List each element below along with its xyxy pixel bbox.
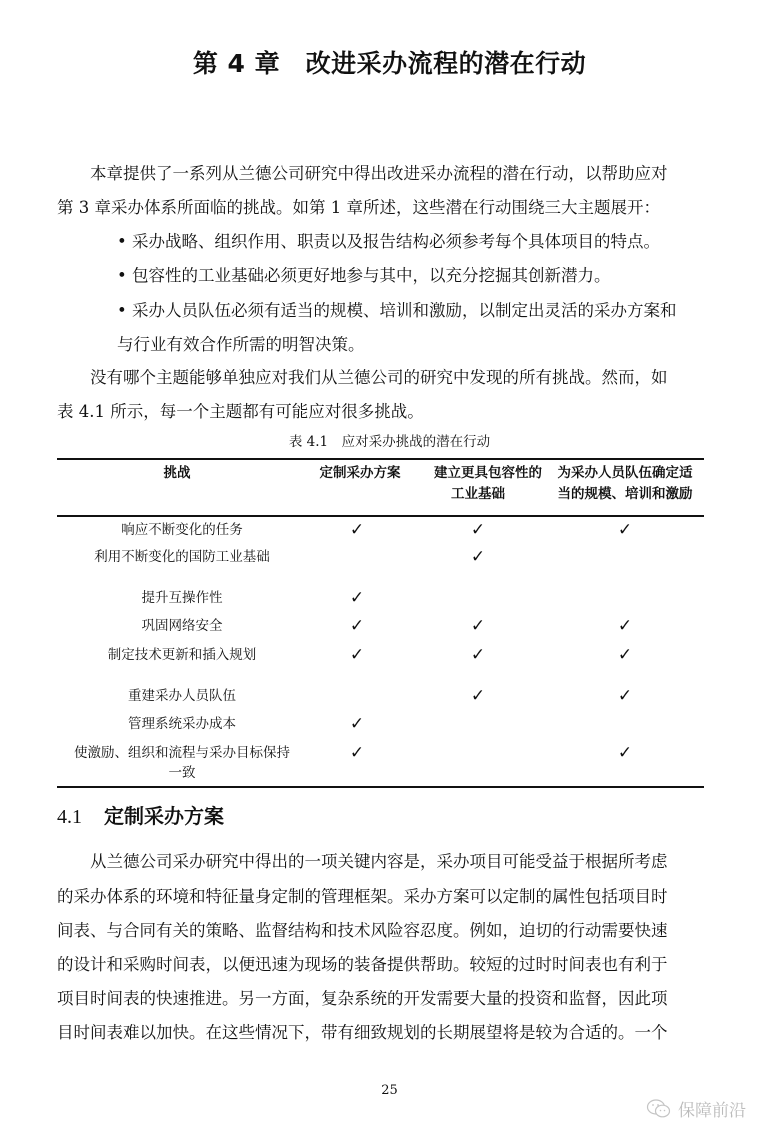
table-row-challenge: 制定技术更新和插入规划: [107, 647, 257, 663]
header-industrial-base-l1: 建立更具包容性的: [434, 465, 542, 481]
check-mark-icon: ✓: [617, 645, 633, 665]
section-line-6: 目时间表难以加快。在这些情况下，带有细致规划的长期展望将是较为合适的。一个: [57, 1023, 668, 1042]
header-tailor: 定制采办方案: [319, 465, 401, 481]
table-row-challenge: 巩固网络安全: [141, 618, 223, 634]
page-number: 25: [381, 1083, 398, 1098]
check-mark-icon: ✓: [349, 645, 365, 665]
table-row-challenge: 管理系统采办成本: [128, 716, 236, 732]
para2-line-1: 没有哪个主题能够单独应对我们从兰德公司的研究中发现的所有挑战。然而，如: [90, 368, 668, 387]
table-row-challenge: 响应不断变化的任务: [121, 522, 243, 538]
wechat-icon: [646, 1098, 672, 1120]
bullet-2: • 包容性的工业基础必须更好地参与其中，以充分挖掘其创新潜力。: [117, 266, 611, 285]
check-mark-icon: ✓: [617, 743, 633, 763]
table-header-rule: [57, 515, 704, 517]
check-mark-icon: ✓: [470, 616, 486, 636]
check-mark-icon: ✓: [470, 520, 486, 540]
check-mark-icon: ✓: [470, 686, 486, 706]
check-mark-icon: ✓: [349, 588, 365, 608]
intro-line-1: 本章提供了一系列从兰德公司研究中得出改进采办流程的潜在行动，以帮助应对: [90, 164, 668, 183]
bullet-3-cont: 与行业有效合作所需的明智决策。: [117, 335, 365, 354]
check-mark-icon: ✓: [349, 714, 365, 734]
check-mark-icon: ✓: [470, 645, 486, 665]
section-line-4: 的设计和采购时间表，以便迅速为现场的装备提供帮助。较短的过时时间表也有利于: [57, 955, 668, 974]
para2-line-2: 表 4.1 所示，每一个主题都有可能应对很多挑战。: [57, 402, 424, 421]
table-row-challenge: 重建采办人员队伍: [128, 688, 236, 704]
header-challenge: 挑战: [163, 465, 191, 481]
table-top-rule: [57, 458, 704, 460]
check-mark-icon: ✓: [617, 616, 633, 636]
header-industrial-base-l2: 工业基础: [451, 486, 505, 502]
intro-line-2: 第 3 章采办体系所面临的挑战。如第 1 章所述，这些潜在行动围绕三大主题展开：: [57, 198, 660, 217]
check-mark-icon: ✓: [349, 616, 365, 636]
table-row-challenge-cont: 一致: [168, 765, 196, 781]
section-line-2: 的采办体系的环境和特征量身定制的管理框架。采办方案可以定制的属性包括项目时: [57, 887, 668, 906]
table-row-challenge: 使激励、组织和流程与采办目标保持: [74, 745, 290, 761]
bullet-1: • 采办战略、组织作用、职责以及报告结构必须参考每个具体项目的特点。: [117, 232, 660, 251]
watermark: [646, 1096, 746, 1121]
header-workforce-l1: 为采办人员队伍确定适: [557, 465, 693, 481]
chapter-title: 第 4 章 改进采办流程的潜在行动: [192, 49, 587, 78]
check-mark-icon: ✓: [349, 743, 365, 763]
section-title: 定制采办方案: [104, 804, 224, 828]
check-mark-icon: ✓: [349, 520, 365, 540]
table-caption: 表 4.1 应对采办挑战的潜在行动: [288, 434, 491, 450]
section-number: 4.1: [57, 806, 82, 828]
header-workforce-l2: 当的规模、培训和激励: [557, 486, 693, 502]
section-heading: [57, 800, 224, 829]
watermark-text: 保障前沿: [678, 1101, 746, 1121]
table-row-challenge: 利用不断变化的国防工业基础: [94, 549, 270, 565]
bullet-3: • 采办人员队伍必须有适当的规模、培训和激励，以制定出灵活的采办方案和: [117, 301, 677, 320]
check-mark-icon: ✓: [617, 686, 633, 706]
table-row-challenge: 提升互操作性: [141, 590, 223, 606]
section-line-5: 项目时间表的快速推进。另一方面，复杂系统的开发需要大量的投资和监督，因此项: [57, 989, 668, 1008]
section-line-3: 间表、与合同有关的策略、监督结构和技术风险容忍度。例如，迫切的行动需要快速: [57, 921, 668, 940]
check-mark-icon: ✓: [617, 520, 633, 540]
section-line-1: 从兰德公司采办研究中得出的一项关键内容是，采办项目可能受益于根据所考虑: [90, 852, 668, 871]
check-mark-icon: ✓: [470, 547, 486, 567]
table-bottom-rule: [57, 786, 704, 788]
